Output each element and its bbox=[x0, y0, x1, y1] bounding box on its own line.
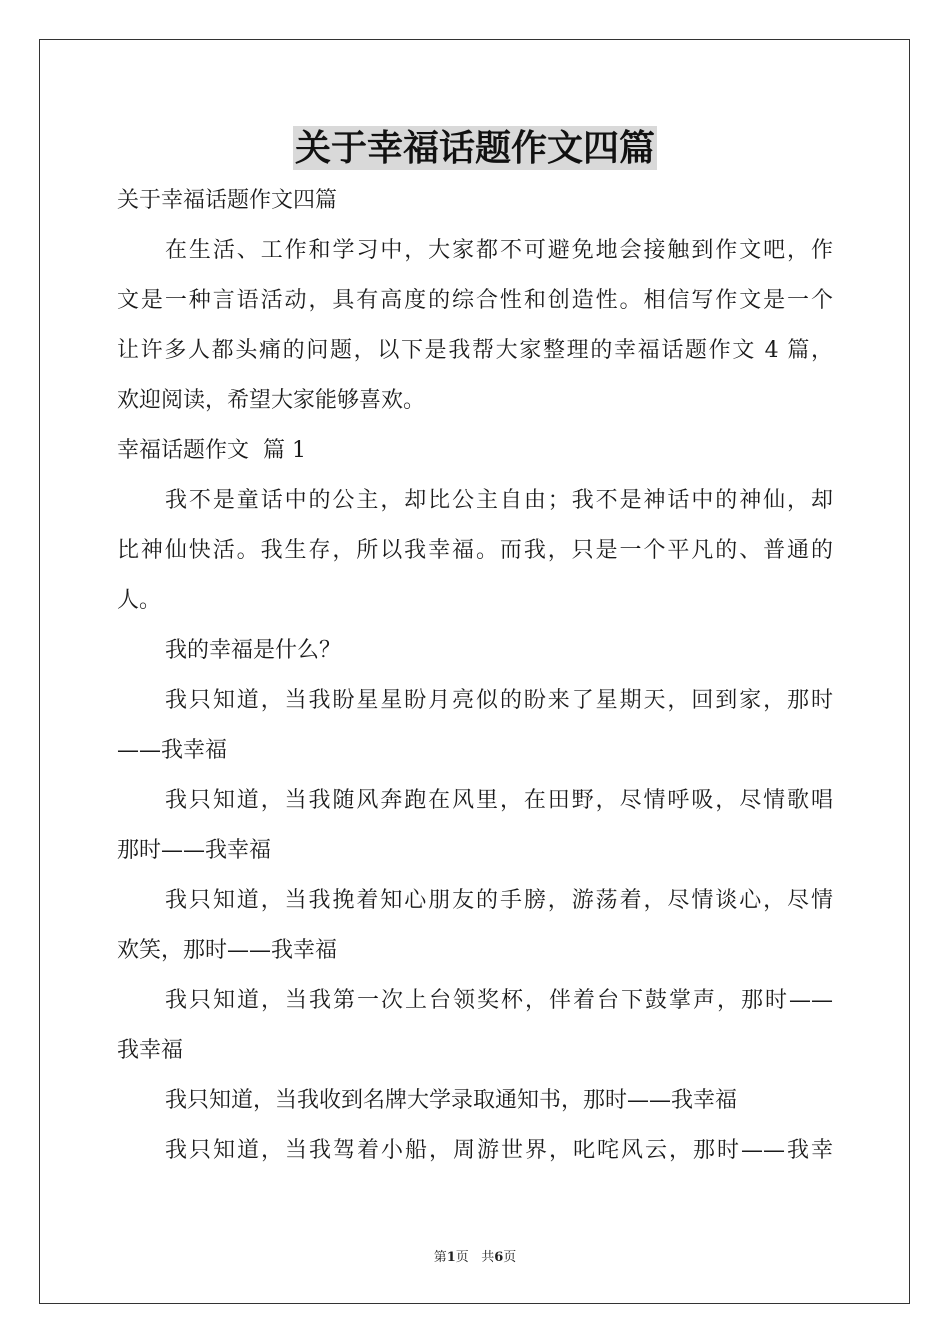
paragraph-line: ——我幸福 bbox=[117, 738, 228, 763]
paragraph-line: 我只知道，当我随风奔跑在风里，在田野，尽情呼吸，尽情歌唱 bbox=[165, 788, 833, 813]
paragraph-line: 欢笑，那时——我幸福 bbox=[117, 938, 338, 963]
paragraph-line: 欢迎阅读，希望大家能够喜欢。 bbox=[117, 388, 426, 413]
footer-prefix: 第 bbox=[433, 1250, 447, 1265]
paragraph-line: 在生活、工作和学习中，大家都不可避免地会接触到作文吧，作 bbox=[165, 238, 833, 263]
document-body bbox=[117, 176, 833, 1176]
paragraph-line: 我只知道，当我驾着小船，周游世界，叱咤风云，那时——我幸 bbox=[165, 1138, 833, 1163]
footer-page-total: 6 bbox=[494, 1250, 504, 1265]
paragraph-line: 比神仙快活。我生存，所以我幸福。而我，只是一个平凡的、普通的 bbox=[117, 538, 833, 563]
paragraph-line: 那时——我幸福 bbox=[117, 838, 272, 863]
subtitle-line: 关于幸福话题作文四篇 bbox=[117, 188, 338, 213]
footer-suffix: 页 bbox=[503, 1250, 517, 1265]
paragraph-line: 我只知道，当我收到名牌大学录取通知书，那时——我幸福 bbox=[165, 1088, 738, 1113]
paragraph-line: 我只知道，当我挽着知心朋友的手膀，游荡着，尽情谈心，尽情 bbox=[165, 888, 833, 913]
paragraph-line: 我只知道，当我盼星星盼月亮似的盼来了星期天，回到家，那时 bbox=[165, 688, 833, 713]
paragraph-line: 我不是童话中的公主，却比公主自由；我不是神话中的神仙，却 bbox=[165, 488, 833, 513]
paragraph-line: 人。 bbox=[117, 588, 162, 613]
footer-page-number: 1 bbox=[446, 1250, 456, 1265]
footer-mid: 页 共 bbox=[455, 1250, 495, 1265]
page-footer bbox=[0, 1246, 950, 1265]
paragraph-line: 我的幸福是什么？ bbox=[165, 638, 342, 663]
paragraph-line: 让许多人都头痛的问题，以下是我帮大家整理的幸福话题作文 4 篇， bbox=[117, 338, 833, 363]
paragraph-line: 我幸福 bbox=[117, 1038, 184, 1063]
section-heading: 幸福话题作文 篇 1 bbox=[117, 438, 306, 463]
document-title: 关于幸福话题作文四篇 bbox=[294, 127, 655, 169]
title-container bbox=[0, 126, 950, 170]
paragraph-line: 我只知道，当我第一次上台领奖杯，伴着台下鼓掌声，那时—— bbox=[165, 988, 833, 1013]
paragraph-line: 文是一种言语活动，具有高度的综合性和创造性。相信写作文是一个 bbox=[117, 288, 833, 313]
